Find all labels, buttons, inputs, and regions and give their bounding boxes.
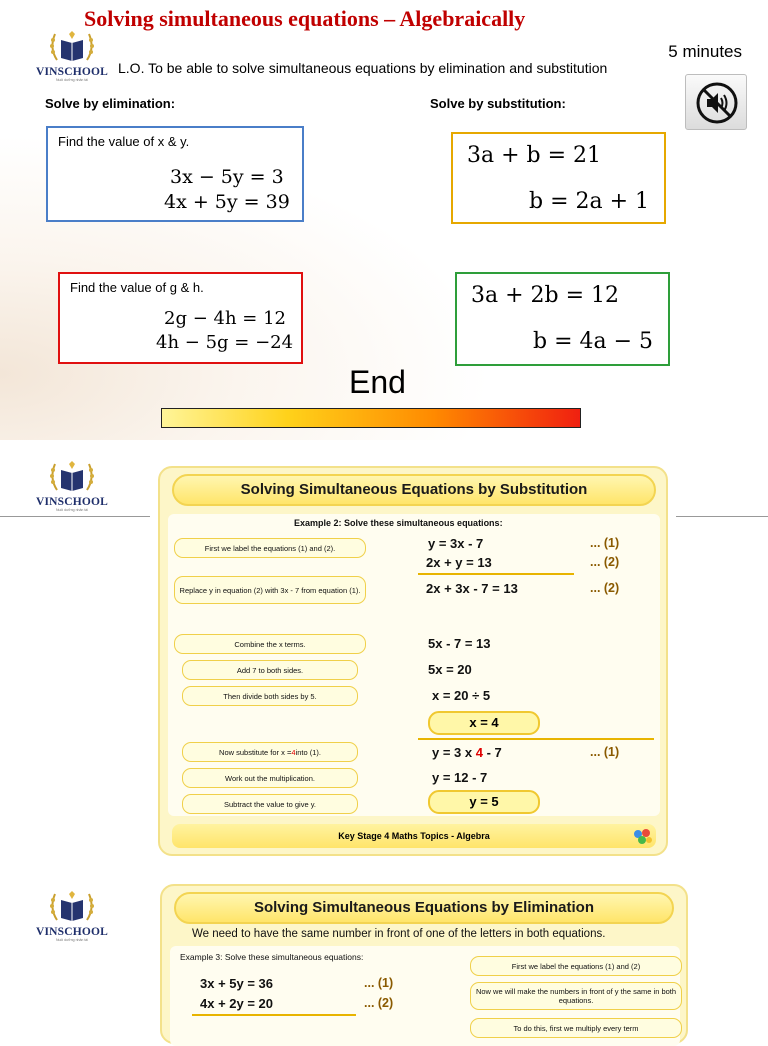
- step-substitute-x: [182, 742, 358, 762]
- substitution-question-ab-2: [455, 272, 670, 366]
- step-text: Then divide both sides by 5.: [223, 691, 317, 701]
- learning-objective: L.O. To be able to solve simultaneous equations by elimination and substitution: [118, 60, 608, 76]
- step-text: Add 7 to both sides.: [236, 665, 304, 675]
- example-heading: Example 2: Solve these simultaneous equations:: [294, 518, 503, 528]
- step-text: Now we will make the numbers in front of y the same in both equations.: [475, 987, 677, 1005]
- vinschool-logo: [34, 460, 110, 512]
- logo-brand-text: VINSCHOOL: [35, 496, 109, 508]
- equation-2: b = 4a − 5: [533, 329, 654, 354]
- working-line: 2x + y = 13: [426, 555, 492, 570]
- step-add-seven: [182, 660, 358, 680]
- step-multiply: [470, 1018, 682, 1038]
- working-text: - 7: [482, 745, 502, 760]
- footer-text: Key Stage 4 Maths Topics - Algebra: [338, 831, 490, 841]
- equation-2: 4h − 5g = −24: [156, 332, 294, 353]
- elimination-example-panel: [160, 884, 688, 1044]
- step-text: into (1).: [295, 747, 321, 757]
- step-label-equations: [174, 538, 366, 558]
- vinschool-logo: [34, 30, 110, 82]
- answer-x: x = 4: [428, 711, 540, 735]
- step-match-y: [470, 982, 682, 1010]
- underline: [418, 738, 654, 740]
- footer-bar: [172, 824, 656, 848]
- step-text: Replace y in equation (2) with 3x - 7 from equation (1).: [179, 585, 361, 595]
- divider-right: [676, 516, 768, 517]
- logo-tagline: Nuôi dưỡng nhân tài: [55, 508, 89, 512]
- step-combine-x: [174, 634, 366, 654]
- step-highlight: 4: [291, 747, 296, 757]
- countdown-bar: [161, 408, 581, 428]
- working-line: 5x - 7 = 13: [428, 636, 491, 651]
- equation-ref: ... (2): [590, 555, 620, 569]
- equation-ref: ... (2): [364, 996, 394, 1010]
- working-line: y = 12 - 7: [432, 770, 488, 785]
- mute-sound-button[interactable]: [685, 74, 747, 130]
- working-line: x = 20 ÷ 5: [432, 688, 491, 703]
- logo-tagline: Nuôi dưỡng nhân tài: [55, 78, 89, 82]
- logo-tagline: Nuôi dưỡng nhân tài: [55, 938, 89, 942]
- equation-ref: ... (1): [590, 745, 620, 759]
- step-subtract: [182, 794, 358, 814]
- end-label: End: [349, 364, 406, 400]
- timer-label: 5 minutes: [668, 42, 742, 61]
- equation-ref: ... (2): [590, 581, 620, 595]
- step-replace-y: [174, 576, 366, 604]
- slide-2: [0, 452, 768, 864]
- working-text: y = 3 x: [432, 745, 476, 760]
- step-text: Combine the x terms.: [234, 639, 306, 649]
- step-divide-five: [182, 686, 358, 706]
- logo-brand-text: VINSCHOOL: [35, 926, 109, 938]
- equation-1: 3a + 2b = 12: [471, 283, 620, 308]
- equation-line: 3x + 5y = 36: [200, 976, 274, 991]
- decorative-dots-icon: [632, 828, 654, 846]
- logo-brand-text: VINSCHOOL: [35, 66, 109, 78]
- substitution-question-ab-1: [451, 132, 666, 224]
- underline: [192, 1014, 356, 1016]
- slide-title: Solving simultaneous equations – Algebraically: [84, 6, 526, 31]
- step-text: First we label the equations (1) and (2).: [204, 543, 336, 553]
- elimination-label: Solve by elimination:: [45, 96, 176, 111]
- panel-title: Solving Simultaneous Equations by Substitution: [172, 474, 656, 506]
- slide-3: [0, 876, 768, 1033]
- laurel-book-icon: [47, 890, 97, 926]
- underline: [418, 573, 574, 575]
- equation-1: 2g − 4h = 12: [164, 308, 286, 329]
- elimination-question-gh: [58, 272, 303, 364]
- working-line: 5x = 20: [428, 662, 472, 677]
- substituted-value: 4: [475, 745, 483, 760]
- equation-2: b = 2a + 1: [529, 189, 650, 214]
- laurel-book-icon: [47, 460, 97, 496]
- laurel-book-icon: [47, 30, 97, 66]
- step-text: First we label the equations (1) and (2): [511, 961, 641, 971]
- example-heading: Example 3: Solve these simultaneous equations:: [180, 952, 364, 962]
- vinschool-logo: [34, 890, 110, 942]
- working-line: [432, 745, 502, 760]
- step-text: To do this, first we multiply every term: [513, 1023, 639, 1033]
- panel-subtitle: We need to have the same number in front of one of the letters in both equations.: [192, 928, 606, 940]
- working-line: 2x + 3x - 7 = 13: [426, 581, 518, 596]
- slide-1: [0, 0, 768, 440]
- step-text: Subtract the value to give y.: [224, 799, 316, 809]
- step-text: Now substitute for x =: [219, 747, 292, 757]
- answer-y: y = 5: [428, 790, 540, 814]
- question-prompt: Find the value of g & h.: [70, 280, 204, 295]
- equation-2: 4x + 5y = 39: [164, 191, 290, 213]
- speaker-muted-icon: [694, 80, 740, 126]
- equation-1: 3x − 5y = 3: [170, 166, 284, 188]
- question-prompt: Find the value of x & y.: [58, 134, 190, 149]
- elimination-question-xy: [46, 126, 304, 222]
- step-label-equations: [470, 956, 682, 976]
- equation-ref: ... (1): [364, 976, 394, 990]
- step-multiplication: [182, 768, 358, 788]
- substitution-example-panel: [158, 466, 668, 856]
- equation-ref: ... (1): [590, 536, 620, 550]
- equation-line: 4x + 2y = 20: [200, 996, 274, 1011]
- substitution-label: Solve by substitution:: [430, 96, 566, 111]
- panel-title: Solving Simultaneous Equations by Elimination: [174, 892, 674, 924]
- step-text: Work out the multiplication.: [225, 773, 315, 783]
- working-line: y = 3x - 7: [428, 536, 484, 551]
- equation-1: 3a + b = 21: [467, 143, 602, 168]
- divider-left: [0, 516, 150, 517]
